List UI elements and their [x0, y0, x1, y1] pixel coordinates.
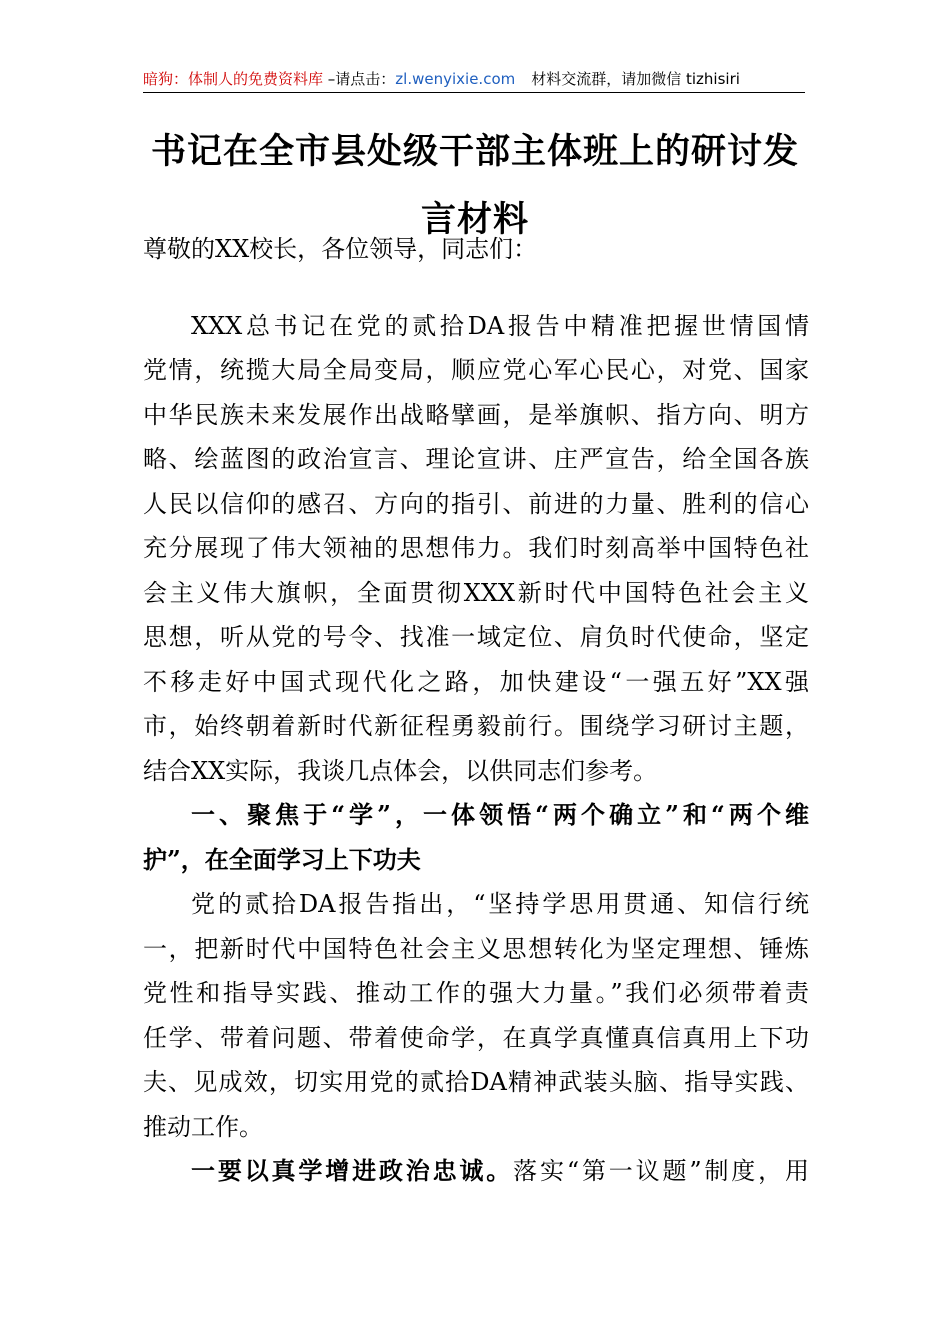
body-line: 夫、见成效，切实用党的贰拾DA精神武装头脑、指导实践、	[143, 1068, 809, 1096]
header-note: 材料交流群，请加微信 tizhisiri	[531, 70, 740, 88]
document-title-line-2: 言材料	[420, 199, 529, 240]
body-line: 结合XX实际，我谈几点体会，以供同志们参考。	[143, 757, 658, 785]
body-line: XXX总书记在党的贰拾DA报告中精准把握世情国情	[191, 312, 809, 340]
body-line: 党性和指导实践、推动工作的强大力量。”我们必须带着责	[143, 979, 809, 1007]
body-line	[191, 1154, 809, 1188]
body-line: 推动工作。	[143, 1113, 263, 1141]
header-brand: 暗狗：体制人的免费资料库	[143, 70, 324, 88]
header-separator: –请点击：	[323, 70, 396, 88]
body-line: 党情，统揽大局全局变局，顺应党心军心民心，对党、国家	[143, 356, 809, 384]
subheading-bold: 一要以真学增进政治忠诚。	[191, 1156, 514, 1185]
page-header	[143, 66, 805, 93]
body-text: 落实“第一议题”制度，用	[513, 1157, 809, 1185]
body-line: 中华民族未来发展作出战略擘画，是举旗帜、指方向、明方	[143, 401, 809, 429]
salutation: 尊敬的XX校长，各位领导，同志们：	[143, 235, 538, 263]
header-link[interactable]: zl.wenyixie.com	[395, 70, 516, 88]
body-line: 一，把新时代中国特色社会主义思想转化为坚定理想、锤炼	[143, 935, 809, 963]
body-line: 不移走好中国式现代化之路，加快建设“一强五好”XX强	[143, 668, 809, 696]
body-line: 充分展现了伟大领袖的思想伟力。我们时刻高举中国特色社	[143, 534, 809, 562]
body-line: 会主义伟大旗帜，全面贯彻XXX新时代中国特色社会主义	[143, 579, 809, 607]
section-heading: 一、聚焦于“学”，一体领悟“两个确立”和“两个维	[191, 800, 809, 829]
body-line: 任学、带着问题、带着使命学，在真学真懂真信真用上下功	[143, 1024, 809, 1052]
body-line: 人民以信仰的感召、方向的指引、前进的力量、胜利的信心	[143, 490, 809, 518]
section-heading: 护”，在全面学习上下功夫	[143, 845, 421, 874]
body-line: 略、绘蓝图的政治宣言、理论宣讲、庄严宣告，给全国各族	[143, 445, 809, 473]
body-line: 党的贰拾DA报告指出，“坚持学思用贯通、知信行统	[191, 890, 809, 918]
body-line: 思想，听从党的号令、找准一域定位、肩负时代使命，坚定	[143, 623, 809, 651]
document-title-line-1: 书记在全市县处级干部主体班上的研讨发	[150, 131, 799, 172]
body-line: 市，始终朝着新时代新征程勇毅前行。围绕学习研讨主题，	[143, 712, 809, 740]
